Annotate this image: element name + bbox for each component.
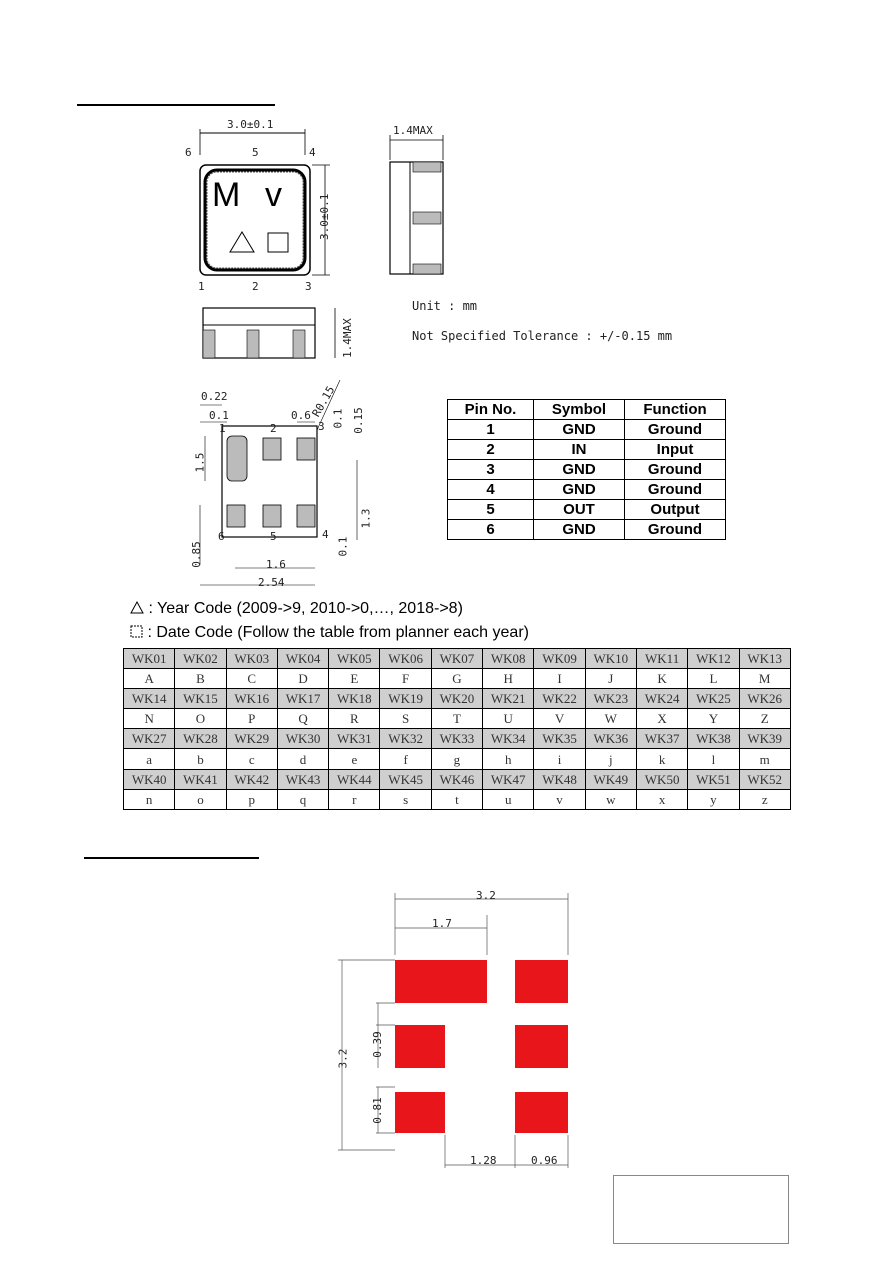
week-cell: WK21 (483, 689, 534, 709)
week-cell: WK04 (277, 649, 328, 669)
week-row (124, 649, 791, 669)
dim-0-85: 0.85 (189, 541, 203, 568)
week-cell: WK49 (585, 769, 636, 789)
pin-no: 4 (448, 480, 534, 500)
code-cell: H (483, 669, 534, 689)
week-cell: WK26 (739, 689, 790, 709)
week-cell: WK44 (329, 769, 380, 789)
week-cell: WK06 (380, 649, 431, 669)
year-code-text: : Year Code (2009->9, 2010->0,…, 2018->8) (148, 600, 463, 617)
code-cell: Z (739, 709, 790, 729)
week-cell: WK47 (483, 769, 534, 789)
code-cell: d (277, 749, 328, 769)
pin-symbol: GND (534, 480, 625, 500)
code-cell: i (534, 749, 585, 769)
package-side-view-bottom (195, 300, 360, 370)
dim-1-5: 1.5 (193, 452, 207, 473)
pin-function: Ground (625, 520, 726, 540)
pin-no: 2 (448, 440, 534, 460)
code-cell: D (277, 669, 328, 689)
pin-symbol: IN (534, 440, 625, 460)
dim-0-1-a: 0.1 (209, 409, 229, 422)
code-cell: V (534, 709, 585, 729)
unit-note: Unit : mm (412, 299, 478, 313)
code-cell: n (124, 789, 175, 809)
pin-row (448, 460, 726, 480)
pin-symbol: GND (534, 460, 625, 480)
pin-label-4-top: 4 (309, 146, 316, 159)
week-cell: WK07 (431, 649, 482, 669)
code-cell: c (226, 749, 277, 769)
code-cell: G (431, 669, 482, 689)
week-cell: WK27 (124, 729, 175, 749)
dim-0-22: 0.22 (201, 390, 228, 403)
week-cell: WK24 (636, 689, 687, 709)
week-cell: WK20 (431, 689, 482, 709)
week-cell: WK01 (124, 649, 175, 669)
pin-row (448, 500, 726, 520)
land-gap: 0.39 (370, 1031, 384, 1058)
week-cell: WK14 (124, 689, 175, 709)
land-small-pad: 0.96 (531, 1154, 558, 1167)
pin-symbol: GND (534, 520, 625, 540)
section-header-line-top (77, 104, 275, 106)
code-row (124, 749, 791, 769)
marking-m: M (212, 176, 241, 214)
week-cell: WK45 (380, 769, 431, 789)
pin-function: Output (625, 500, 726, 520)
week-row (124, 729, 791, 749)
triangle-icon (130, 601, 144, 614)
pin-function: Ground (625, 420, 726, 440)
pin-function-table (447, 399, 726, 540)
pin-label-5-top: 5 (252, 146, 259, 159)
code-cell: h (483, 749, 534, 769)
week-cell: WK28 (175, 729, 226, 749)
header-symbol: Symbol (534, 400, 625, 420)
land-overall-height: 3.2 (336, 1048, 350, 1069)
week-cell: WK32 (380, 729, 431, 749)
land-overall-width: 3.2 (476, 889, 496, 902)
code-row (124, 789, 791, 809)
land-pad-width: 1.7 (432, 917, 452, 930)
week-cell: WK41 (175, 769, 226, 789)
land-pad (395, 1025, 445, 1068)
code-cell: x (636, 789, 687, 809)
week-cell: WK29 (226, 729, 277, 749)
code-cell: B (175, 669, 226, 689)
pin-no: 6 (448, 520, 534, 540)
week-cell: WK43 (277, 769, 328, 789)
week-cell: WK09 (534, 649, 585, 669)
pin-no: 3 (448, 460, 534, 480)
week-cell: WK38 (688, 729, 739, 749)
code-cell: K (636, 669, 687, 689)
week-cell: WK50 (636, 769, 687, 789)
week-cell: WK15 (175, 689, 226, 709)
week-cell: WK37 (636, 729, 687, 749)
dim-r0-15: R0.15 (309, 383, 338, 420)
week-cell: WK05 (329, 649, 380, 669)
date-code-text: : Date Code (Follow the table from planner each year) (147, 624, 529, 641)
week-cell: WK34 (483, 729, 534, 749)
week-cell: WK22 (534, 689, 585, 709)
code-cell: u (483, 789, 534, 809)
code-cell: X (636, 709, 687, 729)
code-cell: b (175, 749, 226, 769)
week-cell: WK46 (431, 769, 482, 789)
tolerance-note: Not Specified Tolerance : +/-0.15 mm (412, 329, 673, 343)
bottom-right-box (613, 1175, 789, 1244)
pin-symbol: GND (534, 420, 625, 440)
week-cell: WK17 (277, 689, 328, 709)
code-cell: p (226, 789, 277, 809)
pin-row (448, 520, 726, 540)
code-cell: N (124, 709, 175, 729)
pin-row (448, 440, 726, 460)
pad-pin-2: 2 (270, 422, 277, 435)
week-cell: WK30 (277, 729, 328, 749)
week-cell: WK40 (124, 769, 175, 789)
land-spacing: 1.28 (470, 1154, 497, 1167)
code-cell: m (739, 749, 790, 769)
code-cell: E (329, 669, 380, 689)
dim-0-1-c: 0.1 (336, 536, 350, 557)
code-cell: M (739, 669, 790, 689)
side-height-max-vertical: 1.4MAX (341, 318, 354, 358)
code-cell: I (534, 669, 585, 689)
week-cell: WK36 (585, 729, 636, 749)
week-cell: WK11 (636, 649, 687, 669)
week-code-table (123, 648, 791, 810)
week-cell: WK10 (585, 649, 636, 669)
land-pad (395, 960, 487, 1003)
pin-function: Ground (625, 460, 726, 480)
pin-function: Ground (625, 480, 726, 500)
week-cell: WK51 (688, 769, 739, 789)
week-cell: WK25 (688, 689, 739, 709)
land-pad (395, 1092, 445, 1133)
code-cell: Q (277, 709, 328, 729)
code-cell: t (431, 789, 482, 809)
code-cell: R (329, 709, 380, 729)
marking-v: v (265, 176, 282, 214)
code-cell: q (277, 789, 328, 809)
code-cell: S (380, 709, 431, 729)
pin-symbol: OUT (534, 500, 625, 520)
land-pattern-drawing (320, 885, 590, 1175)
header-function: Function (625, 400, 726, 420)
pad-pin-4: 4 (322, 528, 329, 541)
side-height-max-label: 1.4MAX (393, 124, 433, 137)
code-row (124, 709, 791, 729)
section-header-line-bottom (84, 857, 259, 859)
code-cell: w (585, 789, 636, 809)
code-row (124, 669, 791, 689)
code-cell: a (124, 749, 175, 769)
pin-function: Input (625, 440, 726, 460)
pad-pin-1: 1 (219, 422, 226, 435)
dim-1-3: 1.3 (359, 508, 373, 529)
dim-0-1-b: 0.1 (331, 408, 345, 429)
week-cell: WK48 (534, 769, 585, 789)
week-cell: WK13 (739, 649, 790, 669)
width-dim-label: 3.0±0.1 (227, 118, 274, 131)
code-cell: s (380, 789, 431, 809)
code-cell: J (585, 669, 636, 689)
code-cell: e (329, 749, 380, 769)
week-cell: WK42 (226, 769, 277, 789)
year-code-legend (130, 600, 463, 618)
code-cell: A (124, 669, 175, 689)
square-icon (130, 625, 143, 638)
week-cell: WK08 (483, 649, 534, 669)
week-cell: WK16 (226, 689, 277, 709)
code-cell: f (380, 749, 431, 769)
pad-pin-5: 5 (270, 530, 277, 543)
code-cell: o (175, 789, 226, 809)
week-row (124, 689, 791, 709)
code-cell: v (534, 789, 585, 809)
pin-label-6-top: 6 (185, 146, 192, 159)
pin-no: 5 (448, 500, 534, 520)
week-cell: WK03 (226, 649, 277, 669)
code-cell: F (380, 669, 431, 689)
land-pad (515, 960, 568, 1003)
pin-label-1-bottom: 1 (198, 280, 205, 293)
dim-2-54: 2.54 (258, 576, 285, 589)
land-pad-height: 0.81 (370, 1097, 384, 1124)
code-cell: j (585, 749, 636, 769)
pin-label-3-bottom: 3 (305, 280, 312, 293)
header-pin-no: Pin No. (448, 400, 534, 420)
code-cell: P (226, 709, 277, 729)
pad-pin-6: 6 (218, 530, 225, 543)
dim-0-15: 0.15 (351, 407, 365, 434)
code-cell: W (585, 709, 636, 729)
pad-pin-3: 3 (318, 420, 325, 433)
code-cell: L (688, 669, 739, 689)
code-cell: r (329, 789, 380, 809)
code-cell: Y (688, 709, 739, 729)
pin-row (448, 420, 726, 440)
code-cell: U (483, 709, 534, 729)
code-cell: T (431, 709, 482, 729)
package-side-view-right (385, 120, 455, 280)
dim-0-6: 0.6 (291, 409, 311, 422)
code-cell: g (431, 749, 482, 769)
code-cell: k (636, 749, 687, 769)
week-cell: WK19 (380, 689, 431, 709)
week-cell: WK52 (739, 769, 790, 789)
week-cell: WK33 (431, 729, 482, 749)
week-cell: WK18 (329, 689, 380, 709)
code-cell: z (739, 789, 790, 809)
land-pad (515, 1025, 568, 1068)
code-cell: l (688, 749, 739, 769)
week-cell: WK35 (534, 729, 585, 749)
week-cell: WK31 (329, 729, 380, 749)
week-cell: WK02 (175, 649, 226, 669)
week-cell: WK39 (739, 729, 790, 749)
code-cell: O (175, 709, 226, 729)
pin-table-header (448, 400, 726, 420)
week-cell: WK23 (585, 689, 636, 709)
height-dim-label: 3.0±0.1 (318, 193, 331, 240)
pin-label-2-bottom: 2 (252, 280, 259, 293)
date-code-legend (130, 624, 529, 642)
code-cell: y (688, 789, 739, 809)
code-cell: C (226, 669, 277, 689)
pin-no: 1 (448, 420, 534, 440)
week-row (124, 769, 791, 789)
land-pad (515, 1092, 568, 1133)
pin-row (448, 480, 726, 500)
dim-1-6: 1.6 (266, 558, 286, 571)
week-cell: WK12 (688, 649, 739, 669)
